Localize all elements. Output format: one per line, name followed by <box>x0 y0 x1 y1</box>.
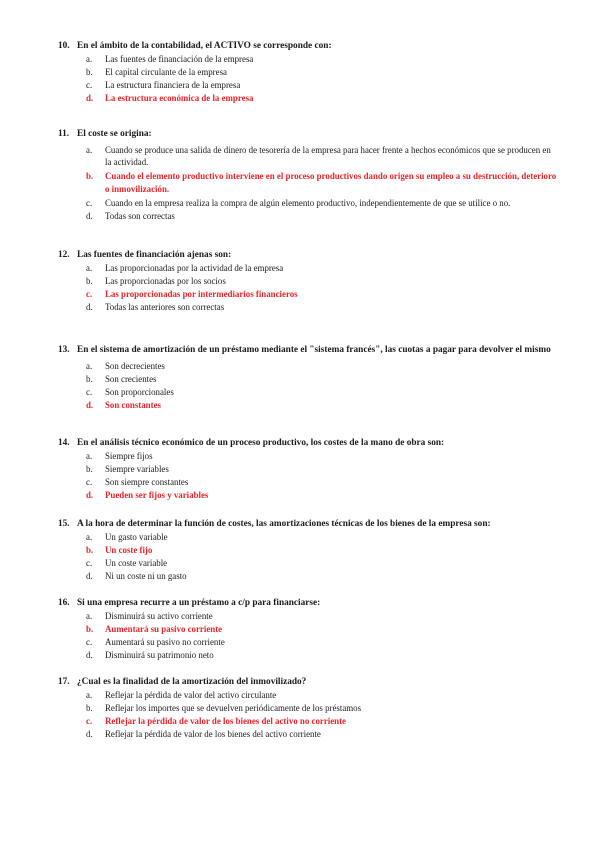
option-letter: c. <box>86 386 93 397</box>
question-title <box>58 41 558 53</box>
question-number: 12. <box>58 250 70 260</box>
option-letter: c. <box>86 79 93 90</box>
option-letter: c. <box>86 557 93 568</box>
question-number: 11. <box>58 129 70 139</box>
option-letter: d. <box>86 490 94 501</box>
question-16 <box>58 598 558 662</box>
option-letter: a. <box>86 450 93 461</box>
option-b-correct-answer <box>86 623 558 636</box>
option-b-correct-answer <box>86 544 558 557</box>
option-d-correct-answer <box>86 399 558 412</box>
option-letter: b. <box>86 544 94 555</box>
question-title <box>58 677 558 689</box>
option-letter: d. <box>86 210 93 221</box>
option-text: Son constantes <box>105 400 161 411</box>
question-text: En el sistema de amortización de un préstamo mediante el "sistema francés", las cuotas a pagar para devolver el mismo <box>77 345 551 355</box>
option-letter: c. <box>86 636 93 647</box>
option-text: Son decrecientes <box>105 360 165 371</box>
option-text: Reflejar los importes que se devuelven periódicamente de los préstamos <box>105 702 362 713</box>
question-number: 14. <box>58 438 70 448</box>
option-letter: d. <box>86 729 93 740</box>
option-c <box>86 636 558 649</box>
option-text: Siempre variables <box>105 463 169 474</box>
question-title <box>58 129 558 141</box>
question-text: Las fuentes de financiación ajenas son: <box>77 250 232 260</box>
option-text: Todas son correctas <box>105 210 175 221</box>
option-text: La estructura financiera de la empresa <box>105 79 241 90</box>
option-letter: b. <box>86 702 93 713</box>
option-text: Las fuentes de financiación de la empresa <box>105 53 254 64</box>
option-text: Cuando se produce una salida de dinero de tesorería de la empresa para hacer frente a hechos económicos que se producen en la actividad. <box>105 144 551 168</box>
option-text: Aumentará su pasivo no corriente <box>105 636 225 647</box>
question-title <box>58 345 558 357</box>
option-letter: c. <box>86 288 93 299</box>
option-letter: a. <box>86 360 93 371</box>
option-letter: c. <box>86 476 93 487</box>
option-text: Un coste variable <box>105 557 168 568</box>
question-number: 13. <box>58 345 70 355</box>
option-text: El capital circulante de la empresa <box>105 66 227 77</box>
option-text: Ni un coste ni un gasto <box>105 571 187 582</box>
option-text: Son proporcionales <box>105 386 174 397</box>
option-letter: d. <box>86 571 93 582</box>
option-letter: a. <box>86 531 93 542</box>
option-a <box>86 689 558 702</box>
option-text: La estructura económica de la empresa <box>105 93 254 104</box>
option-a <box>86 531 558 544</box>
option-a <box>86 360 558 373</box>
option-letter: b. <box>86 171 94 182</box>
option-text: Todas las anteriores son correctas <box>105 302 225 313</box>
option-text: Las proporcionadas por intermediarios financieros <box>105 288 298 299</box>
option-letter: b. <box>86 623 94 634</box>
option-d-correct-answer <box>86 92 558 105</box>
option-a <box>86 450 558 463</box>
option-letter: a. <box>86 144 93 155</box>
option-text: Pueden ser fijos y variables <box>105 490 209 501</box>
option-text: Disminuirá su patrimonio neto <box>105 650 214 661</box>
option-b <box>86 702 558 715</box>
question-title <box>58 438 558 450</box>
option-d <box>86 570 558 583</box>
question-title <box>58 598 558 610</box>
option-letter: a. <box>86 689 93 700</box>
option-text: Son crecientes <box>105 373 157 384</box>
option-a <box>86 610 558 623</box>
option-d <box>86 649 558 662</box>
option-d <box>86 210 558 223</box>
question-12 <box>58 250 558 314</box>
option-text: Un gasto variable <box>105 531 168 542</box>
question-text: Si una empresa recurre a un préstamo a c/p para financiarse: <box>77 598 321 608</box>
option-letter: b. <box>86 463 93 474</box>
question-text: ¿Cual es la finalidad de la amortización del inmovilizado? <box>77 677 307 687</box>
option-c-correct-answer <box>86 288 558 301</box>
question-number: 16. <box>58 598 70 608</box>
question-text: El coste se origina: <box>77 129 152 139</box>
option-letter: b. <box>86 373 93 384</box>
option-text: Las proporcionadas por los socios <box>105 275 226 286</box>
question-11 <box>58 129 558 223</box>
option-text: Reflejar la pérdida de valor de los bienes del activo corriente <box>105 729 321 740</box>
option-letter: b. <box>86 275 93 286</box>
option-a <box>86 144 558 170</box>
question-title <box>58 519 558 531</box>
question-number: 10. <box>58 41 70 51</box>
question-15 <box>58 519 558 583</box>
question-17 <box>58 677 558 741</box>
option-text: Las proporcionadas por la actividad de la empresa <box>105 262 284 273</box>
option-letter: c. <box>86 197 93 208</box>
option-letter: d. <box>86 302 93 313</box>
option-text: Siempre fijos <box>105 450 153 461</box>
question-text: En el análisis técnico económico de un proceso productivo, los costes de la mano de obra son: <box>77 438 445 448</box>
question-13 <box>58 345 558 412</box>
option-text: Reflejar la pérdida de valor de los bienes del activo no corriente <box>105 715 346 726</box>
option-c <box>86 79 558 92</box>
option-letter: a. <box>86 262 93 273</box>
option-text: Aumentará su pasivo corriente <box>105 623 223 634</box>
option-d <box>86 301 558 314</box>
option-b <box>86 66 558 79</box>
option-c <box>86 197 558 210</box>
option-c <box>86 557 558 570</box>
question-14 <box>58 438 558 502</box>
option-d-correct-answer <box>86 489 558 502</box>
option-text: Son siempre constantes <box>105 476 189 487</box>
option-b <box>86 373 558 386</box>
question-number: 17. <box>58 677 70 687</box>
question-10 <box>58 41 558 105</box>
option-text: Un coste fijo <box>105 544 153 555</box>
option-letter: a. <box>86 53 93 64</box>
option-a <box>86 53 558 66</box>
question-text: A la hora de determinar la función de costes, las amortizaciones técnicas de los bienes de la empresa son: <box>77 519 491 529</box>
question-title <box>58 250 558 262</box>
option-text: Cuando en la empresa realiza la compra de algún elemento productivo, independientemente de que se utilice o no. <box>105 197 511 208</box>
option-text: Cuando el elemento productivo interviene en el proceso productivos dando origen su empleo a su destrucción, deterioro o inmovilización. <box>105 171 557 194</box>
option-b <box>86 275 558 288</box>
question-text: En el ámbito de la contabilidad, el ACTIVO se corresponde con: <box>77 41 332 51</box>
question-number: 15. <box>58 519 70 529</box>
option-letter: b. <box>86 66 93 77</box>
option-b <box>86 463 558 476</box>
option-letter: a. <box>86 610 93 621</box>
option-c <box>86 386 558 399</box>
option-d <box>86 728 558 741</box>
option-c <box>86 476 558 489</box>
option-a <box>86 262 558 275</box>
option-text: Reflejar la pérdida de valor del activo circulante <box>105 689 277 700</box>
option-letter: d. <box>86 400 94 411</box>
option-c-correct-answer <box>86 715 558 728</box>
option-b-correct-answer <box>86 170 558 196</box>
option-letter: c. <box>86 715 93 726</box>
option-letter: d. <box>86 93 94 104</box>
option-letter: d. <box>86 650 93 661</box>
option-text: Disminuirá su activo corriente <box>105 610 213 621</box>
